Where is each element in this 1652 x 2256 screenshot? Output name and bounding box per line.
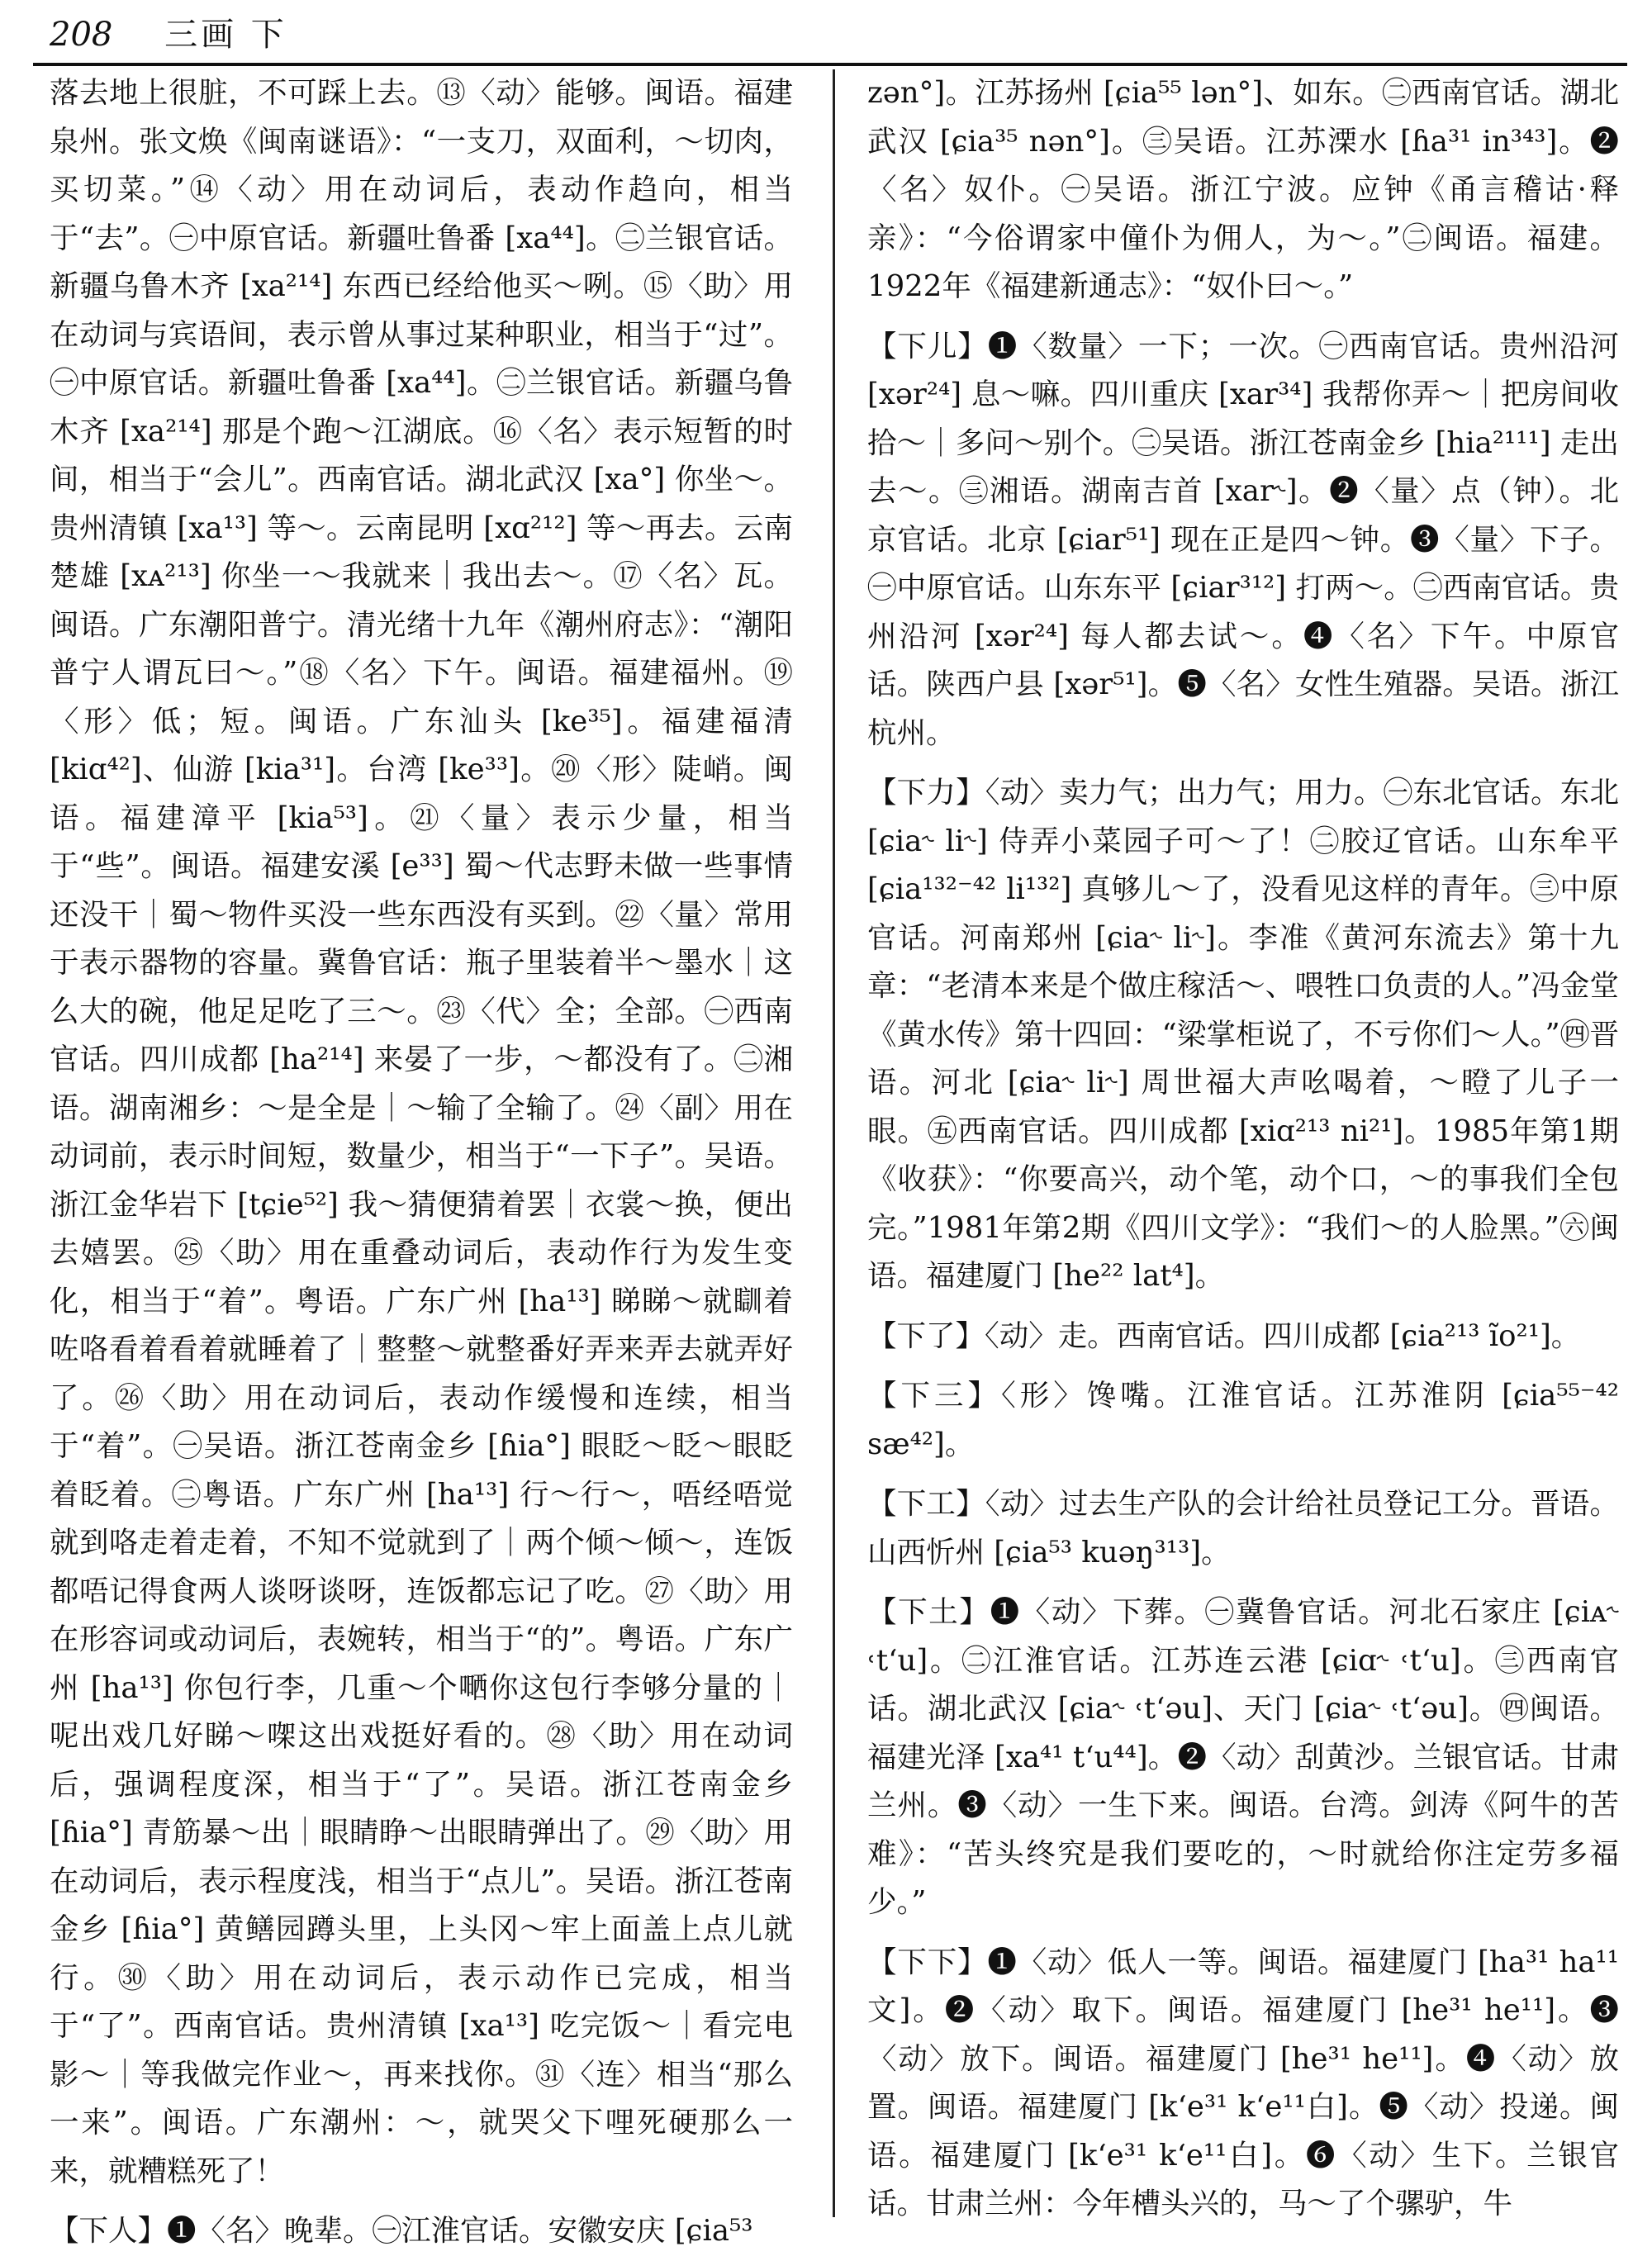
entry-xiaren: 【下人】❶〈名〉晚辈。㊀江淮官话。安徽安庆 [ɕia⁵³ [50,2214,753,2248]
entry-xiatu: 【下土】❶〈动〉下葬。㊀冀鲁官话。河北石家庄 [ɕiᴀ˞ ˓t‘u]。㊁江淮官话。江苏连云港 [ɕiɑ˞ ˓t‘u]。㊂西南官话。湖北武汉 [ɕia˞ ˓t‘əu]、天门 [ɕia˞ ˓t‘əu]。㊃闽语。福建光泽 [xa⁴¹ t‘u⁴⁴]。❷〈动〉刮黄沙。兰银官话。甘肃兰州。❸〈动〉一生下来。闽语。台湾。剑涛《阿牛的苦难》：“苦头终究是我们要吃的，～时就给你注定劳多福少。” [867,1595,1619,1919]
entry-xiaren-continued: zən°]。江苏扬州 [ɕia⁵⁵ lən°]、如东。㊁西南官话。湖北武汉 [ɕia³⁵ nən°]。㊂吴语。江苏溧水 [ɦa³¹ in³⁴³]。❷〈名〉奴仆。㊀吴语。浙江宁波。应钟《甬言稽诂·释亲》：“今俗谓家中僮仆为佣人，为～。”㊁闽语。福建。1922年《福建新通志》：“奴仆曰～。” [867,76,1619,303]
page-number: 208 [50,16,113,54]
section-title: 三画 下 [164,16,287,54]
entry-continuation: 落去地上很脏，不可踩上去。⑬〈动〉能够。闽语。福建泉州。张文焕《闽南谜语》：“一支刀，双面利，～切肉，买切菜。”⑭〈动〉用在动词后，表动作趋向，相当于“去”。㊀中原官话。新疆吐鲁番 [xa⁴⁴]。㊁兰银官话。新疆乌鲁木齐 [xa²¹⁴] 东西已经给他买～咧。⑮〈助〉用在动词与宾语间，表示曾从事过某种职业，相当于“过”。㊀中原官话。新疆吐鲁番 [xa⁴⁴]。㊁兰银官话。新疆乌鲁木齐 [xa²¹⁴] 那是个跑～江湖底。⑯〈名〉表示短暂的时间，相当于“会儿”。西南官话。湖北武汉 [xa°] 你坐～。贵州清镇 [xa¹³] 等～。云南昆明 [xɑ²¹²] 等～再去。云南楚雄 [xᴀ²¹³] 你坐一～我就来｜我出去～。⑰〈名〉瓦。闽语。广东潮阳普宁。清光绪十九年《潮州府志》：“潮阳普宁人谓瓦曰～。”⑱〈名〉下午。闽语。福建福州。⑲〈形〉低；短。闽语。广东汕头 [ke³⁵]。福建福清 [kiɑ⁴²]、仙游 [kia³¹]。台湾 [ke³³]。⑳〈形〉陡峭。闽语。福建漳平 [kia⁵³]。㉑〈量〉表示少量，相当于“些”。闽语。福建安溪 [e³³] 蜀～代志野未做一些事情还没干｜蜀～物件买没一些东西没有买到。㉒〈量〉常用于表示器物的容量。冀鲁官话：瓶子里装着半～墨水｜这么大的碗，他足足吃了三～。㉓〈代〉全；全部。㊀西南官话。四川成都 [ha²¹⁴] 来晏了一步，～都没有了。㊁湘语。湖南湘乡：～是全是｜～输了全输了。㉔〈副〉用在动词前，表示时间短，数量少，相当于“一下子”。吴语。浙江金华岩下 [tɕie⁵²] 我～猜便猜着罢｜衣裳～换，便出去嬉罢。㉕〈助〉用在重叠动词后，表动作行为发生变化，相当于“着”。粤语。广东广州 [ha¹³] 睇睇～就瞓着咗咯看着看着就睡着了｜整整～就整番好弄来弄去就弄好了。㉖〈助〉用在动词后，表动作缓慢和连续，相当于“着”。㊀吴语。浙江苍南金乡 [ɦia°] 眼眨～眨～眼眨着眨着。㊁粤语。广东广州 [ha¹³] 行～行～，唔经唔觉就到咯走着走着，不知不觉就到了｜两个倾～倾～，连饭都唔记得食两人谈呀谈呀，连饭都忘记了吃。㉗〈助〉用在形容词或动词后，表婉转，相当于“的”。粤语。广东广州 [ha¹³] 你包行李，几重～个嗮你这包行李够分量的｜呢出戏几好睇～㗎这出戏挺好看的。㉘〈助〉用在动词后，强调程度深，相当于“了”。吴语。浙江苍南金乡 [ɦia°] 青筋暴～出｜眼睛睁～出眼睛弹出了。㉙〈助〉用在动词后，表示程度浅，相当于“点儿”。吴语。浙江苍南金乡 [ɦia°] 黄鳝园蹲头里，上头冈～牢上面盖上点儿就行。㉚〈助〉用在动词后，表示动作已完成，相当于“了”。西南官话。贵州清镇 [xa¹³] 吃完饭～｜看完电影～｜等我做完作业～，再来找你。㉛〈连〉相当“那么一来”。闽语。广东潮州：～，就哭父下哩死硬那么一来，就糟糕死了！ [50,76,793,2188]
entry-xiagong: 【下工】〈动〉过去生产队的会计给社员登记工分。晋语。山西忻州 [ɕia⁵³ kuəŋ³¹³]。 [867,1487,1619,1570]
header-rule [33,63,1627,66]
entry-xiali: 【下力】〈动〉卖力气；出力气；用力。㊀东北官话。东北 [ɕia˞ li˞] 侍弄小菜园子可～了！㊁胶辽官话。山东牟平 [ɕia¹³²⁻⁴² li¹³²] 真够儿～了，没看见这样的青年。㊂中原官话。河南郑州 [ɕia˞ li˞]。李准《黄河东流去》第十九章：“老清本来是个做庄稼活～、喂牲口负责的人。”冯金堂《黄水传》第十四回：“梁掌柜说了，不亏你们～人。”㊃晋语。河北 [ɕia˞ li˞] 周世福大声吆喝着，～瞪了儿子一眼。㊄西南官话。四川成都 [xiɑ²¹³ ni²¹]。1985年第1期《收获》：“你要高兴，动个笔，动个口，～的事我们全包完。”1981年第2期《四川文学》：“我们～的人脸黑。”㊅闽语。福建厦门 [he²² lat⁴]。 [867,776,1619,1293]
column-divider [833,69,835,2217]
page-header [50,12,1619,58]
entry-xiasan: 【下三】〈形〉馋嘴。江淮官话。江苏淮阴 [ɕia⁵⁵⁻⁴² sæ⁴²]。 [867,1379,1619,1461]
left-column [50,69,793,2248]
entry-xiaxia: 【下下】❶〈动〉低人一等。闽语。福建厦门 [ha³¹ ha¹¹文]。❷〈动〉取下。闽语。福建厦门 [he³¹ he¹¹]。❸〈动〉放下。闽语。福建厦门 [he³¹ he¹¹]。❹〈动〉放置。闽语。福建厦门 [k‘e³¹ k‘e¹¹白]。❺〈动〉投递。闽语。福建厦门 [k‘e³¹ k‘e¹¹白]。❻〈动〉生下。兰银官话。甘肃兰州：今年槽头兴的，马～了个骡驴，牛 [867,1945,1619,2220]
entry-xialiao: 【下了】〈动〉走。西南官话。四川成都 [ɕia²¹³ ĩo²¹]。 [867,1318,1581,1353]
right-column [867,69,1619,2220]
entry-xiaer: 【下儿】❶〈数量〉一下；一次。㊀西南官话。贵州沿河 [xər²⁴] 息～嘛。四川重庆 [xar³⁴] 我帮你弄～｜把房间收拾～｜多问～别个。㊁吴语。浙江苍南金乡 [hia²¹¹¹] 走出去～。㊂湘语。湖南吉首 [xar˞]。❷〈量〉点（钟）。北京官话。北京 [ɕiar⁵¹] 现在正是四～钟。❸〈量〉下子。㊀中原官话。山东东平 [ɕiar³¹²] 打两～。㊁西南官话。贵州沿河 [xər²⁴] 每人都去试～。❹〈名〉下午。中原官话。陕西户县 [xər⁵¹]。❺〈名〉女性生殖器。吴语。浙江杭州。 [867,329,1619,750]
